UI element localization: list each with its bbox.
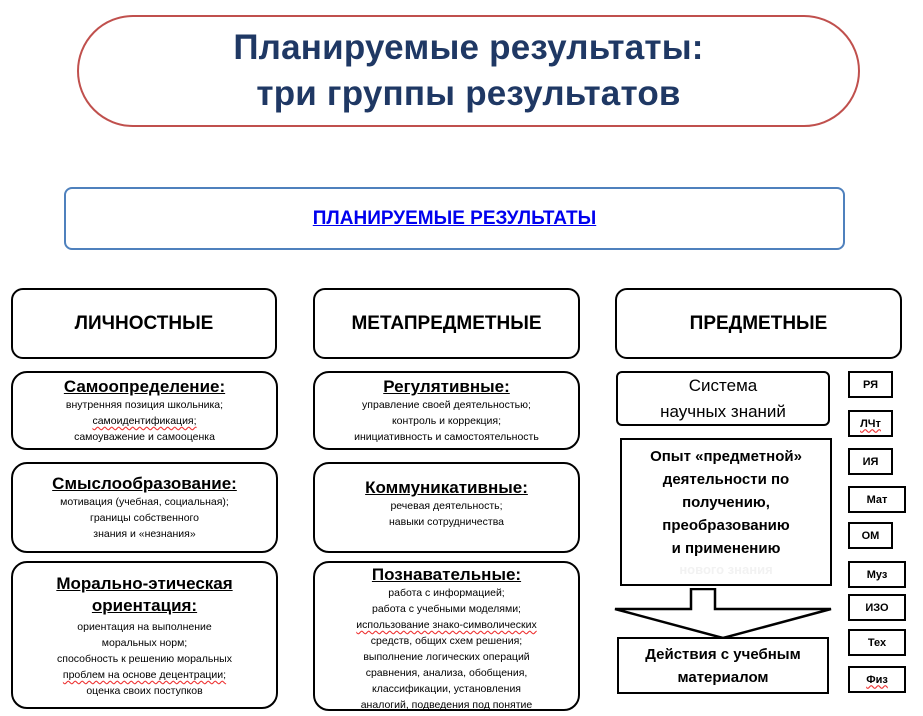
- regulative-box: [313, 371, 580, 450]
- title-line-1: Планируемые результаты:: [233, 28, 704, 67]
- communicative-line-2: навыки сотрудничества: [388, 516, 504, 528]
- subject-tag-russian: РЯ: [848, 371, 893, 398]
- cognitive-line-8: аналогий, подведения под понятие: [360, 699, 533, 711]
- subject-tag-music: Муз: [848, 561, 906, 588]
- meaning-formation-line-3: знания и «незнания»: [93, 528, 196, 540]
- experience-line-4: преобразованию: [662, 517, 790, 534]
- actions-line-1: Действия с учебным: [645, 645, 801, 663]
- cognitive-line-4: средств, общих схем решения;: [370, 635, 523, 647]
- communicative-heading: Коммуникативные:: [365, 478, 528, 497]
- self-determination-line-3: самоуважение и самооценка: [74, 431, 215, 443]
- cognitive-line-7: классификации, установления: [372, 683, 521, 695]
- regulative-line-3: инициативность и самостоятельность: [354, 431, 539, 443]
- down-arrow-icon: [612, 588, 834, 640]
- regulative-line-1: управление своей деятельностью;: [362, 399, 531, 411]
- cognitive-line-5: выполнение логических операций: [363, 651, 530, 663]
- moral-orientation-heading-1: Морально-этическая: [56, 574, 233, 593]
- subject-tag-physical-education-label: Физ: [866, 673, 888, 686]
- cognitive-line-1: работа с информацией;: [388, 587, 505, 599]
- moral-orientation-heading-2: ориентация:: [91, 596, 198, 615]
- communicative-line-1: речевая деятельность;: [390, 500, 503, 512]
- moral-orientation-line-2: моральных норм;: [101, 637, 188, 649]
- experience-faded-line: нового знания: [679, 562, 773, 577]
- meaning-formation-line-2: границы собственного: [90, 512, 199, 524]
- title-box: [77, 15, 860, 127]
- self-determination-heading: Самоопределение:: [63, 377, 226, 396]
- moral-orientation-line-1: ориентация на выполнение: [77, 621, 212, 633]
- subject-tag-art: ИЗО: [848, 594, 906, 621]
- subject-tag-literary-reading-label: ЛЧт: [860, 417, 881, 430]
- subject-tag-technology: Тех: [848, 629, 906, 656]
- cognitive-line-2: работа с учебными моделями;: [372, 603, 521, 615]
- experience-line-3: получению,: [682, 494, 770, 511]
- subject-tag-foreign-language: ИЯ: [848, 448, 893, 475]
- subject-tag-literary-reading: [848, 410, 893, 437]
- moral-orientation-line-5: оценка своих поступков: [86, 685, 203, 697]
- meaning-formation-heading: Смыслообразование:: [52, 474, 237, 493]
- meaning-formation-line-1: мотивация (учебная, социальная);: [60, 496, 229, 508]
- regulative-line-2: контроль и коррекция;: [391, 415, 502, 427]
- cognitive-heading: Познавательные:: [371, 565, 522, 584]
- moral-orientation-box: [11, 561, 278, 709]
- title-line-2: три группы результатов: [256, 74, 681, 113]
- self-determination-line-1: внутренняя позиция школьника;: [65, 399, 224, 411]
- moral-orientation-line-3: способность к решению моральных: [57, 653, 232, 665]
- actions-line-2: материалом: [677, 668, 769, 686]
- learning-material-actions-box: [617, 637, 829, 694]
- subject-experience-box: [620, 438, 832, 586]
- knowledge-system-box: [616, 371, 830, 426]
- experience-line-5: и применению: [671, 540, 781, 557]
- column-subject-header: ПРЕДМЕТНЫЕ: [615, 288, 902, 359]
- subject-tag-math: Мат: [848, 486, 906, 513]
- column-meta-header: МЕТАПРЕДМЕТНЫЕ: [313, 288, 580, 359]
- knowledge-system-line-1: Система: [688, 375, 758, 395]
- knowledge-system-line-2: научных знаний: [660, 401, 786, 421]
- subject-tag-physical-education: [848, 666, 906, 693]
- cognitive-line-6: сравнения, анализа, обобщения,: [365, 667, 528, 679]
- experience-line-1: Опыт «предметной»: [650, 448, 802, 465]
- planned-results-header: [64, 187, 845, 250]
- cognitive-line-3: использование знако-символических: [356, 619, 537, 631]
- self-determination-line-2: самоидентификация;: [92, 415, 197, 427]
- planned-results-link[interactable]: ПЛАНИРУЕМЫЕ РЕЗУЛЬТАТЫ: [312, 207, 597, 229]
- column-personal-header: ЛИЧНОСТНЫЕ: [11, 288, 277, 359]
- moral-orientation-line-4: проблем на основе децентрации;: [62, 669, 227, 681]
- meaning-formation-box: [11, 462, 278, 553]
- cognitive-box: [313, 561, 580, 711]
- communicative-box: [313, 462, 580, 553]
- subject-tag-world: ОМ: [848, 522, 893, 549]
- self-determination-box: [11, 371, 278, 450]
- regulative-heading: Регулятивные:: [383, 377, 510, 396]
- experience-line-2: деятельности по: [662, 471, 790, 488]
